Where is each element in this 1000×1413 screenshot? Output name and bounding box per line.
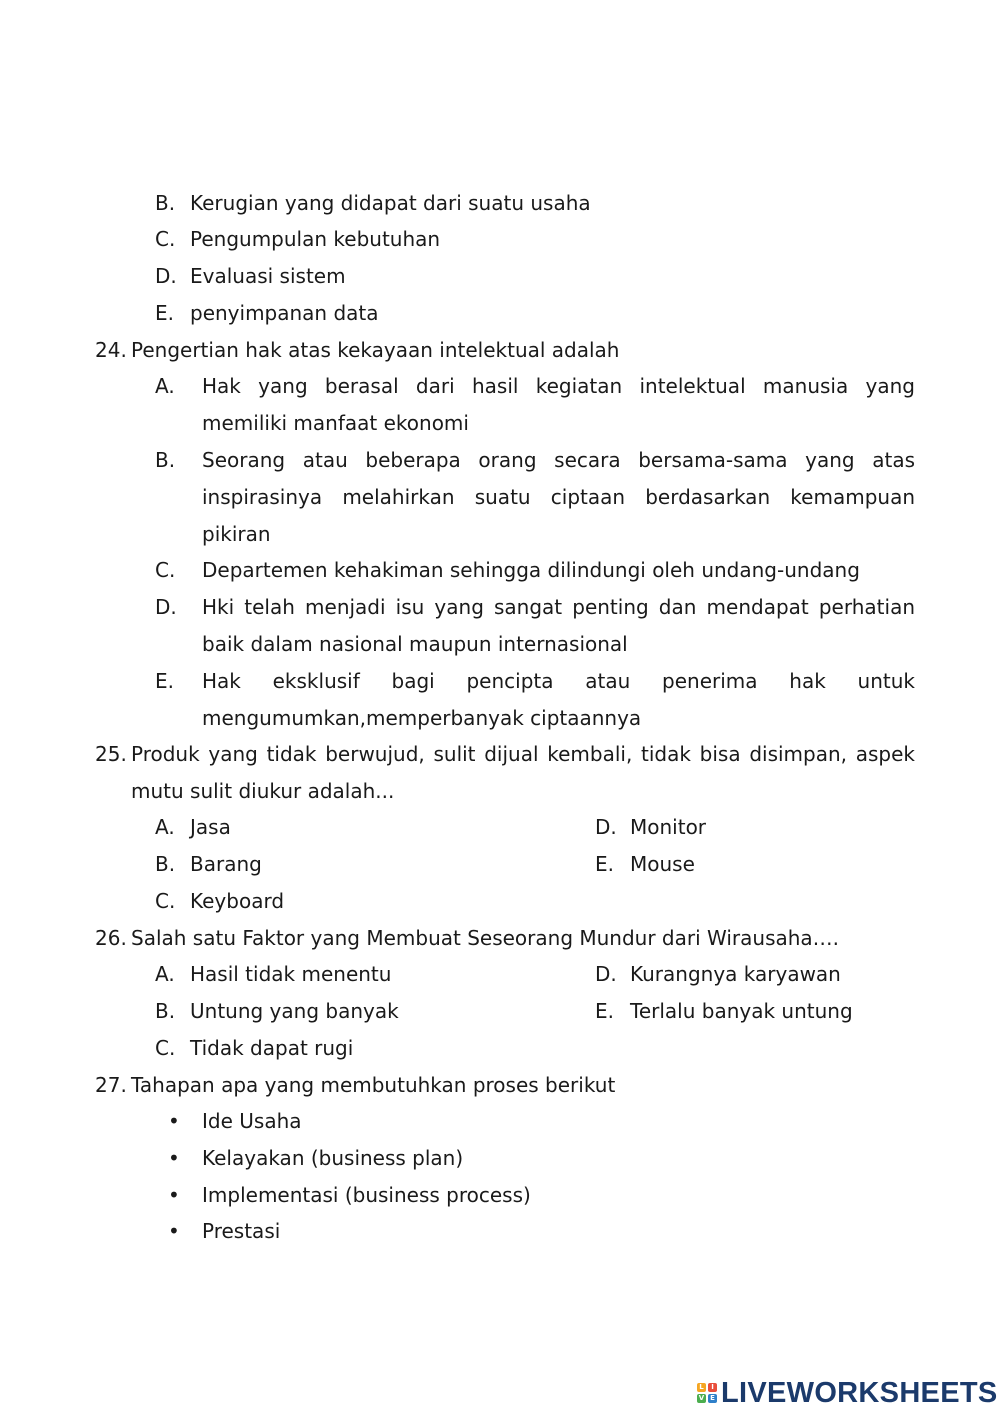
q25-option-b: Barang xyxy=(190,852,262,876)
logo-block: I xyxy=(708,1383,717,1392)
q27-bullet-item: Prestasi xyxy=(202,1219,281,1243)
q25-number: 25. xyxy=(95,742,127,766)
logo-text: LIVEWORKSHEETS xyxy=(721,1376,998,1409)
q24-option-a-text: Hak yang berasal dari hasil kegiatan intelektual manusia yang memiliki manfaat ekonomi xyxy=(202,374,915,435)
q24-question: Pengertian hak atas kekayaan intelektual adalah xyxy=(131,338,620,362)
q23-option-e-letter: E. xyxy=(155,301,174,325)
bullet-icon: • xyxy=(168,1146,180,1170)
q26-option-c-letter: C. xyxy=(155,1036,176,1060)
liveworksheets-logo xyxy=(697,1378,998,1408)
q26-option-a-letter: A. xyxy=(155,962,175,986)
bullet-icon: • xyxy=(168,1219,180,1243)
q26-question: Salah satu Faktor yang Membuat Seseorang Mundur dari Wirausaha…. xyxy=(131,926,840,950)
q26-option-b: Untung yang banyak xyxy=(190,999,399,1023)
q24-option-a-letter: A. xyxy=(155,374,175,398)
q24-option-e-letter: E. xyxy=(155,669,174,693)
logo-block: V xyxy=(698,1394,705,1402)
logo-block: E xyxy=(708,1394,717,1403)
q27-question: Tahapan apa yang membutuhkan proses berikut xyxy=(131,1073,616,1097)
q25-option-e-letter: E. xyxy=(595,852,614,876)
q25-option-c: Keyboard xyxy=(190,889,285,913)
q24-option-d-text: Hki telah menjadi isu yang sangat penting dan mendapat perhatian baik dalam nasional maupun internasional xyxy=(202,595,915,656)
q25-option-d: Monitor xyxy=(630,815,707,839)
q24-option-c-letter: C. xyxy=(155,558,176,582)
q25-option-a: Jasa xyxy=(190,815,231,839)
q26-number: 26. xyxy=(95,926,127,950)
q23-option-e: penyimpanan data xyxy=(190,301,379,325)
q27-bullet-item: Kelayakan (business plan) xyxy=(202,1146,464,1170)
q27-bullet-item: Implementasi (business process) xyxy=(202,1183,531,1207)
q24-option-b xyxy=(202,442,915,553)
q24-option-e xyxy=(202,663,915,737)
logo-blocks-icon xyxy=(697,1383,717,1403)
q26-option-b-letter: B. xyxy=(155,999,176,1023)
q23-option-c-letter: C. xyxy=(155,227,176,251)
q25-question-text: Produk yang tidak berwujud, sulit dijual kembali, tidak bisa disimpan, aspek mutu sulit diukur adalah... xyxy=(131,742,915,803)
q26-option-e: Terlalu banyak untung xyxy=(630,999,853,1023)
q27-number: 27. xyxy=(95,1073,127,1097)
bullet-icon: • xyxy=(168,1183,180,1207)
q24-option-b-letter: B. xyxy=(155,448,176,472)
q23-option-c: Pengumpulan kebutuhan xyxy=(190,227,441,251)
q24-option-c: Departemen kehakiman sehingga dilindungi oleh undang-undang xyxy=(202,558,860,582)
logo-block: L xyxy=(697,1383,706,1392)
q24-option-d-letter: D. xyxy=(155,595,177,619)
q27-bullet-item: Ide Usaha xyxy=(202,1109,302,1133)
q23-option-b: Kerugian yang didapat dari suatu usaha xyxy=(190,191,591,215)
q26-option-d-letter: D. xyxy=(595,962,617,986)
q24-option-b-text: Seorang atau beberapa orang secara bersama-sama yang atas inspirasinya melahirkan suatu ciptaan berdasarkan kemampuan pikiran xyxy=(202,448,915,546)
q26-option-c: Tidak dapat rugi xyxy=(190,1036,354,1060)
bullet-icon: • xyxy=(168,1109,180,1133)
q24-number: 24. xyxy=(95,338,127,362)
q26-option-e-letter: E. xyxy=(595,999,614,1023)
q24-option-e-text: Hak eksklusif bagi pencipta atau penerima hak untuk mengumumkan,memperbanyak ciptaannya xyxy=(202,669,915,730)
q23-option-d: Evaluasi sistem xyxy=(190,264,346,288)
q25-option-e: Mouse xyxy=(630,852,695,876)
q24-option-a xyxy=(202,368,915,442)
q24-option-d xyxy=(202,589,915,663)
q25-option-a-letter: A. xyxy=(155,815,175,839)
q25-option-d-letter: D. xyxy=(595,815,617,839)
q23-option-b-letter: B. xyxy=(155,191,176,215)
q23-option-d-letter: D. xyxy=(155,264,177,288)
q26-option-a: Hasil tidak menentu xyxy=(190,962,392,986)
q26-option-d: Kurangnya karyawan xyxy=(630,962,841,986)
q25-option-c-letter: C. xyxy=(155,889,176,913)
q25-question xyxy=(131,736,915,810)
q25-option-b-letter: B. xyxy=(155,852,176,876)
